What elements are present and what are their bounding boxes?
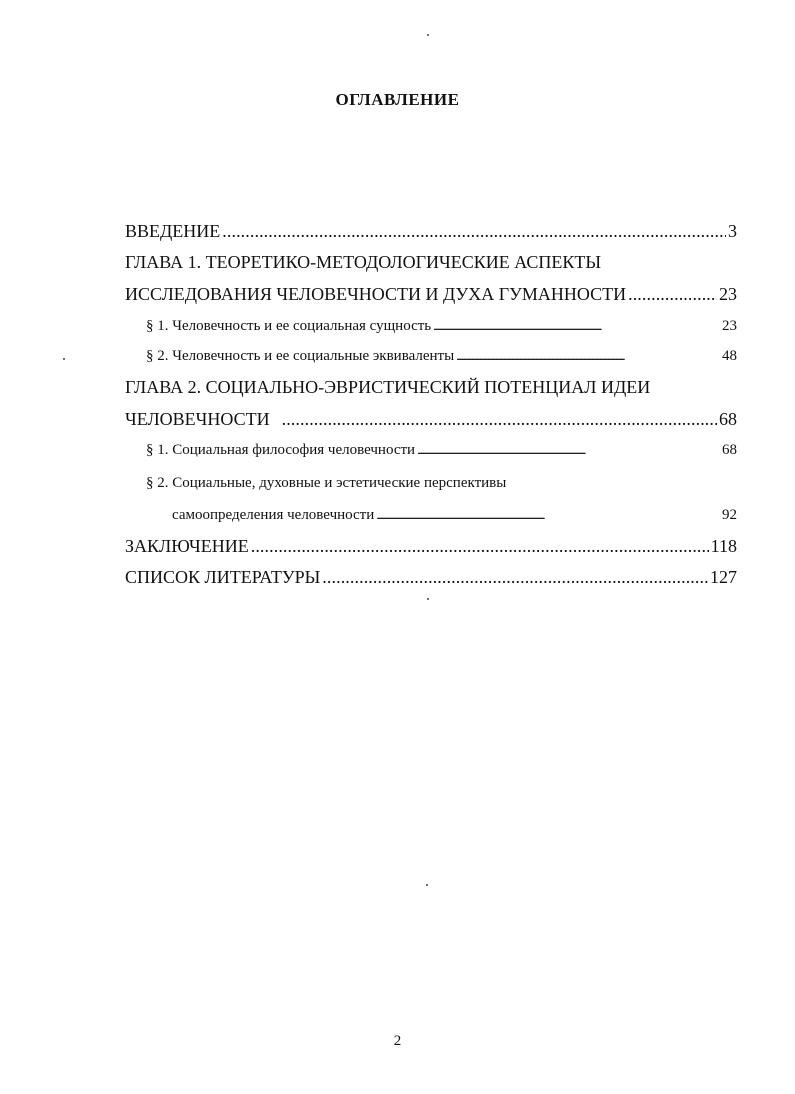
toc-chapter1-line1[interactable]: ГЛАВА 1. ТЕОРЕТИКО-МЕТОДОЛОГИЧЕСКИЕ АСПЕКТЫ <box>125 252 602 272</box>
leader-dots <box>376 507 720 524</box>
toc-section-1-2[interactable] <box>146 348 737 365</box>
leader-dots <box>417 442 720 459</box>
toc-entry-page: 92 <box>722 507 737 523</box>
leader-dots <box>222 221 726 242</box>
page-number: 2 <box>393 1033 402 1049</box>
toc-entry-page: 23 <box>722 318 737 334</box>
toc-entry-label: СПИСОК ЛИТЕРАТУРЫ <box>125 567 321 587</box>
toc-entry-page: 23 <box>719 284 737 304</box>
leader-dots <box>456 348 720 365</box>
toc-section-2-2-line1[interactable]: § 2. Социальные, духовные и эстетические перспективы <box>146 475 507 491</box>
toc-entry-page: 3 <box>728 221 737 241</box>
toc-entry-label: § 1. Социальная философия человечности <box>146 442 416 458</box>
toc-entry-bibliography[interactable] <box>125 567 737 588</box>
toc-entry-page: 68 <box>719 409 737 429</box>
toc-entry-label: § 2. Человечность и ее социальные эквиваленты <box>146 348 455 364</box>
toc-entry-label: ЗАКЛЮЧЕНИЕ <box>125 536 249 556</box>
page-title: ОГЛАВЛЕНИЕ <box>335 90 460 109</box>
toc-entry-chapter2[interactable] <box>125 409 737 430</box>
toc-section-1-1[interactable] <box>146 318 737 335</box>
toc-entry-label: ВВЕДЕНИЕ <box>125 221 221 241</box>
leader-dots <box>282 409 717 430</box>
toc-section-2-2[interactable] <box>172 507 737 524</box>
leader-dots <box>628 284 717 305</box>
toc-entry-chapter1[interactable] <box>125 284 737 305</box>
leader-dots <box>433 318 720 335</box>
toc-section-2-1[interactable] <box>146 442 737 459</box>
toc-entry-intro[interactable] <box>125 221 737 242</box>
toc-entry-label: ИССЛЕДОВАНИЯ ЧЕЛОВЕЧНОСТИ И ДУХА ГУМАННОСТИ <box>125 284 627 304</box>
toc-entry-label: самоопределения человечности <box>172 507 375 523</box>
toc-entry-page: 48 <box>722 348 737 364</box>
toc-entry-conclusion[interactable] <box>125 536 737 557</box>
toc-entry-label: § 1. Человечность и ее социальная сущность <box>146 318 432 334</box>
toc-chapter2-line1[interactable]: ГЛАВА 2. СОЦИАЛЬНО-ЭВРИСТИЧЕСКИЙ ПОТЕНЦИАЛ ИДЕИ <box>125 377 651 397</box>
toc-entry-label: ЧЕЛОВЕЧНОСТИ <box>125 409 270 429</box>
toc-entry-page: 127 <box>710 567 737 587</box>
leader-dots <box>322 567 708 588</box>
toc-entry-page: 118 <box>710 536 737 556</box>
leader-dots <box>251 536 709 557</box>
toc-entry-page: 68 <box>722 442 737 458</box>
